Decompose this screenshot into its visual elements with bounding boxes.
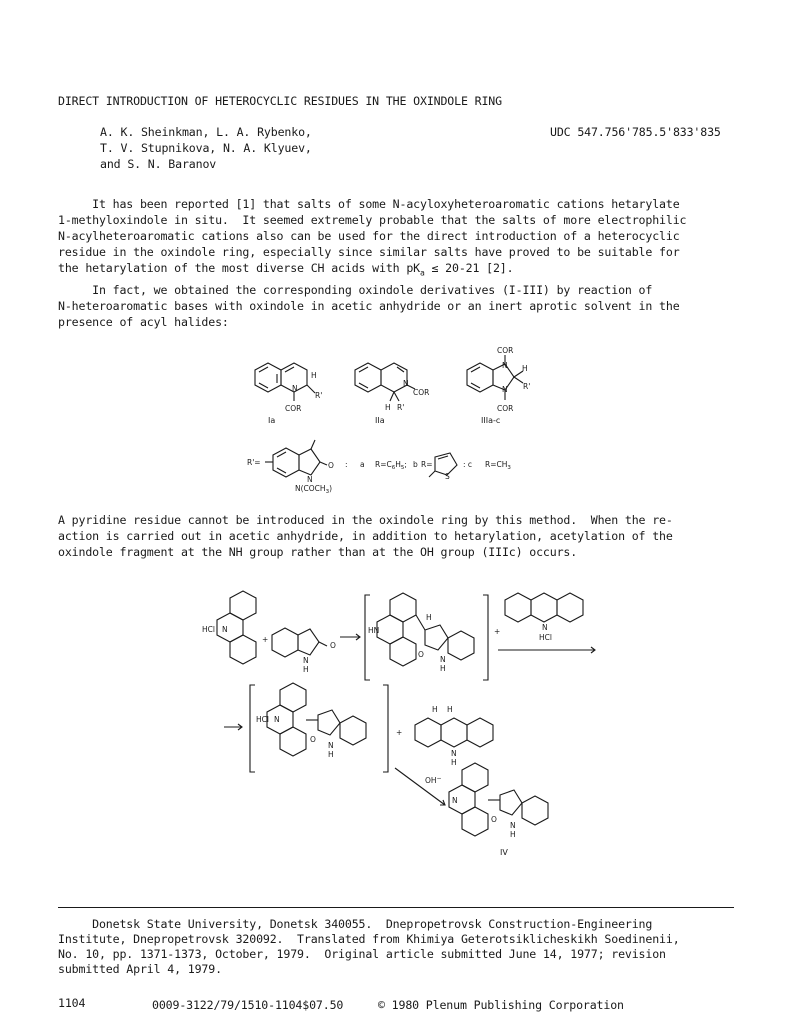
para1-line-5-text: the hetarylation of the most diverse CH acids with pK [58,261,420,275]
iia-h-atom: H [385,403,391,412]
oxindole-ncoch3 [295,484,332,495]
iii-r-group: R' [523,382,531,391]
thiophene-s-atom: S [445,472,450,481]
para1-line-5-tail: ≤ 20-21 [2]. [424,261,514,275]
subst-a-r [375,460,407,471]
label-iiiac: IIIa-c [481,416,501,425]
iii-cor-top: COR [497,346,514,355]
footnote-line-4: submitted April 4, 1979. [58,962,222,976]
para1-line-3: N-acylheteroaromatic cations also can be used for the direct introduction of a heterocyclic [58,229,680,243]
acridine-n-2: N [542,623,548,632]
para2-line-3: presence of acyl halides: [58,315,229,329]
subst-a-6: 6 [391,465,396,471]
acridine-n-1: N [222,625,228,634]
author-line-3: and S. N. Baranov [100,157,217,171]
adduct-h-1: H [426,613,432,622]
label-iv: IV [500,848,508,857]
scheme-1 [235,345,565,495]
footnote-line-2: Institute, Dnepropetrovsk 320092. Translated from Khimiya Geterotsiklicheskikh Soedinenii, [58,932,680,946]
subst-b: b [413,460,418,469]
adduct-o-1: O [418,650,424,659]
para3-line-2: action is carried out in acetic anhydride, in addition to hetarylation, acetylation of the [58,529,673,543]
adduct2-o: O [310,735,316,744]
para2-line-1: In fact, we obtained the corresponding oxindole derivatives (I-III) by reaction of [58,283,653,297]
dihydro-h-1: H [432,705,438,714]
product-o: O [491,815,497,824]
para2-line-2: N-heteroaromatic bases with oxindole in acetic anhydride or an inert aprotic solvent in the [58,299,680,313]
hcl-label-2: HCl [539,633,552,642]
oxindole-n-atom: N [307,475,313,484]
plus-1: + [262,635,269,644]
subst-a-5: 5 [400,465,405,471]
iia-r-group: R' [397,403,405,412]
rprime-label: R'= [247,458,261,467]
oxindole-o-1: O [330,641,336,650]
author-line-1: A. K. Sheinkman, L. A. Rybenko, [100,125,312,139]
product-n: N [452,796,458,805]
subst-c-r-text: R=CH [485,460,508,469]
ia-h-atom: H [311,371,317,380]
subst-sep: : [345,460,348,469]
oxindole-n-1: N [303,656,309,665]
ia-r-group: R' [315,391,323,400]
adduct-n-1: N [440,655,446,664]
pka-subscript: a [420,268,425,278]
acridine-n-3: N [274,715,280,724]
oh-minus: − [436,775,442,782]
para3-line-1: A pyridine residue cannot be introduced in the oxindole ring by this method. When the re- [58,513,673,527]
adduct2-h: H [328,750,334,759]
plus-3: + [396,728,403,737]
oxindole-h-1: H [303,665,309,674]
paper-title: DIRECT INTRODUCTION OF HETEROCYCLIC RESIDUES IN THE OXINDOLE RING [58,94,502,108]
para3-line-3: oxindole fragment at the NH group rather than at the OH group (IIIc) occurs. [58,545,578,559]
scheme-2 [200,590,610,865]
product-n-2: N [510,821,516,830]
iii-h-atom: H [522,364,528,373]
subst-b-r: R= [421,460,433,469]
issn-code: 0009-3122/79/1510-1104$07.50 [152,998,344,1012]
subst-c-3: 3 [507,465,511,471]
iia-cor-group: COR [413,388,430,397]
label-iia: IIa [375,416,385,425]
label-ia: Ia [268,416,276,425]
subst-a: a [360,460,365,469]
para1-line-1: It has been reported [1] that salts of some N-acyloxyheteroaromatic cations hetarylate [58,197,680,211]
para1-line-5 [58,261,513,280]
adduct2-n: N [328,741,334,750]
hcl-label-3: HCl [256,715,269,724]
adduct-h-2: H [440,664,446,673]
ncoch3-close: ) [329,484,332,493]
para1-line-4: residue in the oxindole ring, especially since similar salts have proved to be suitable for [58,245,680,259]
dihydro-h-3: H [451,758,457,767]
udc-code: UDC 547.756'785.5'833'835 [550,125,721,139]
footnote-rule [58,907,734,908]
ncoch3-text: N(COCH [295,484,326,493]
hcl-label-1: HCl [202,625,215,634]
para1-line-2: 1-methyloxindole in situ. It seemed extremely probable that the salts of more electrophilic [58,213,687,227]
author-line-2: T. V. Stupnikova, N. A. Klyuev, [100,141,312,155]
oxindole-o-atom: O [328,461,334,470]
oh-text: OH [425,776,437,785]
footnote-line-1: Donetsk State University, Donetsk 340055. Dnepropetrovsk Construction-Engineering [58,917,653,931]
ncoch3-sub: 3 [325,489,330,495]
iii-cor-bottom: COR [497,404,514,413]
ia-n-atom: N [292,384,298,393]
subst-c-r [485,460,511,471]
subst-c: : c [463,460,473,469]
hn-label: HN [368,626,380,635]
product-h: H [510,830,516,839]
ia-cor-group: COR [285,404,302,413]
dihydro-h-2: H [447,705,453,714]
page-number: 1104 [58,996,86,1010]
subst-a-r-text: R=C [375,460,392,469]
subst-a-h: H [395,460,401,469]
copyright-notice: © 1980 Plenum Publishing Corporation [378,998,624,1012]
iia-n-atom: N [403,379,409,388]
footnote-line-3: No. 10, pp. 1371-1373, October, 1979. Original article submitted June 14, 1977; revision [58,947,666,961]
iii-n-bottom: N [502,385,508,394]
dihydro-n: N [451,749,457,758]
iii-n-top: N [502,361,508,370]
plus-2: + [494,627,501,636]
subst-a-semi: ; [404,460,407,469]
oh-label [425,775,442,785]
